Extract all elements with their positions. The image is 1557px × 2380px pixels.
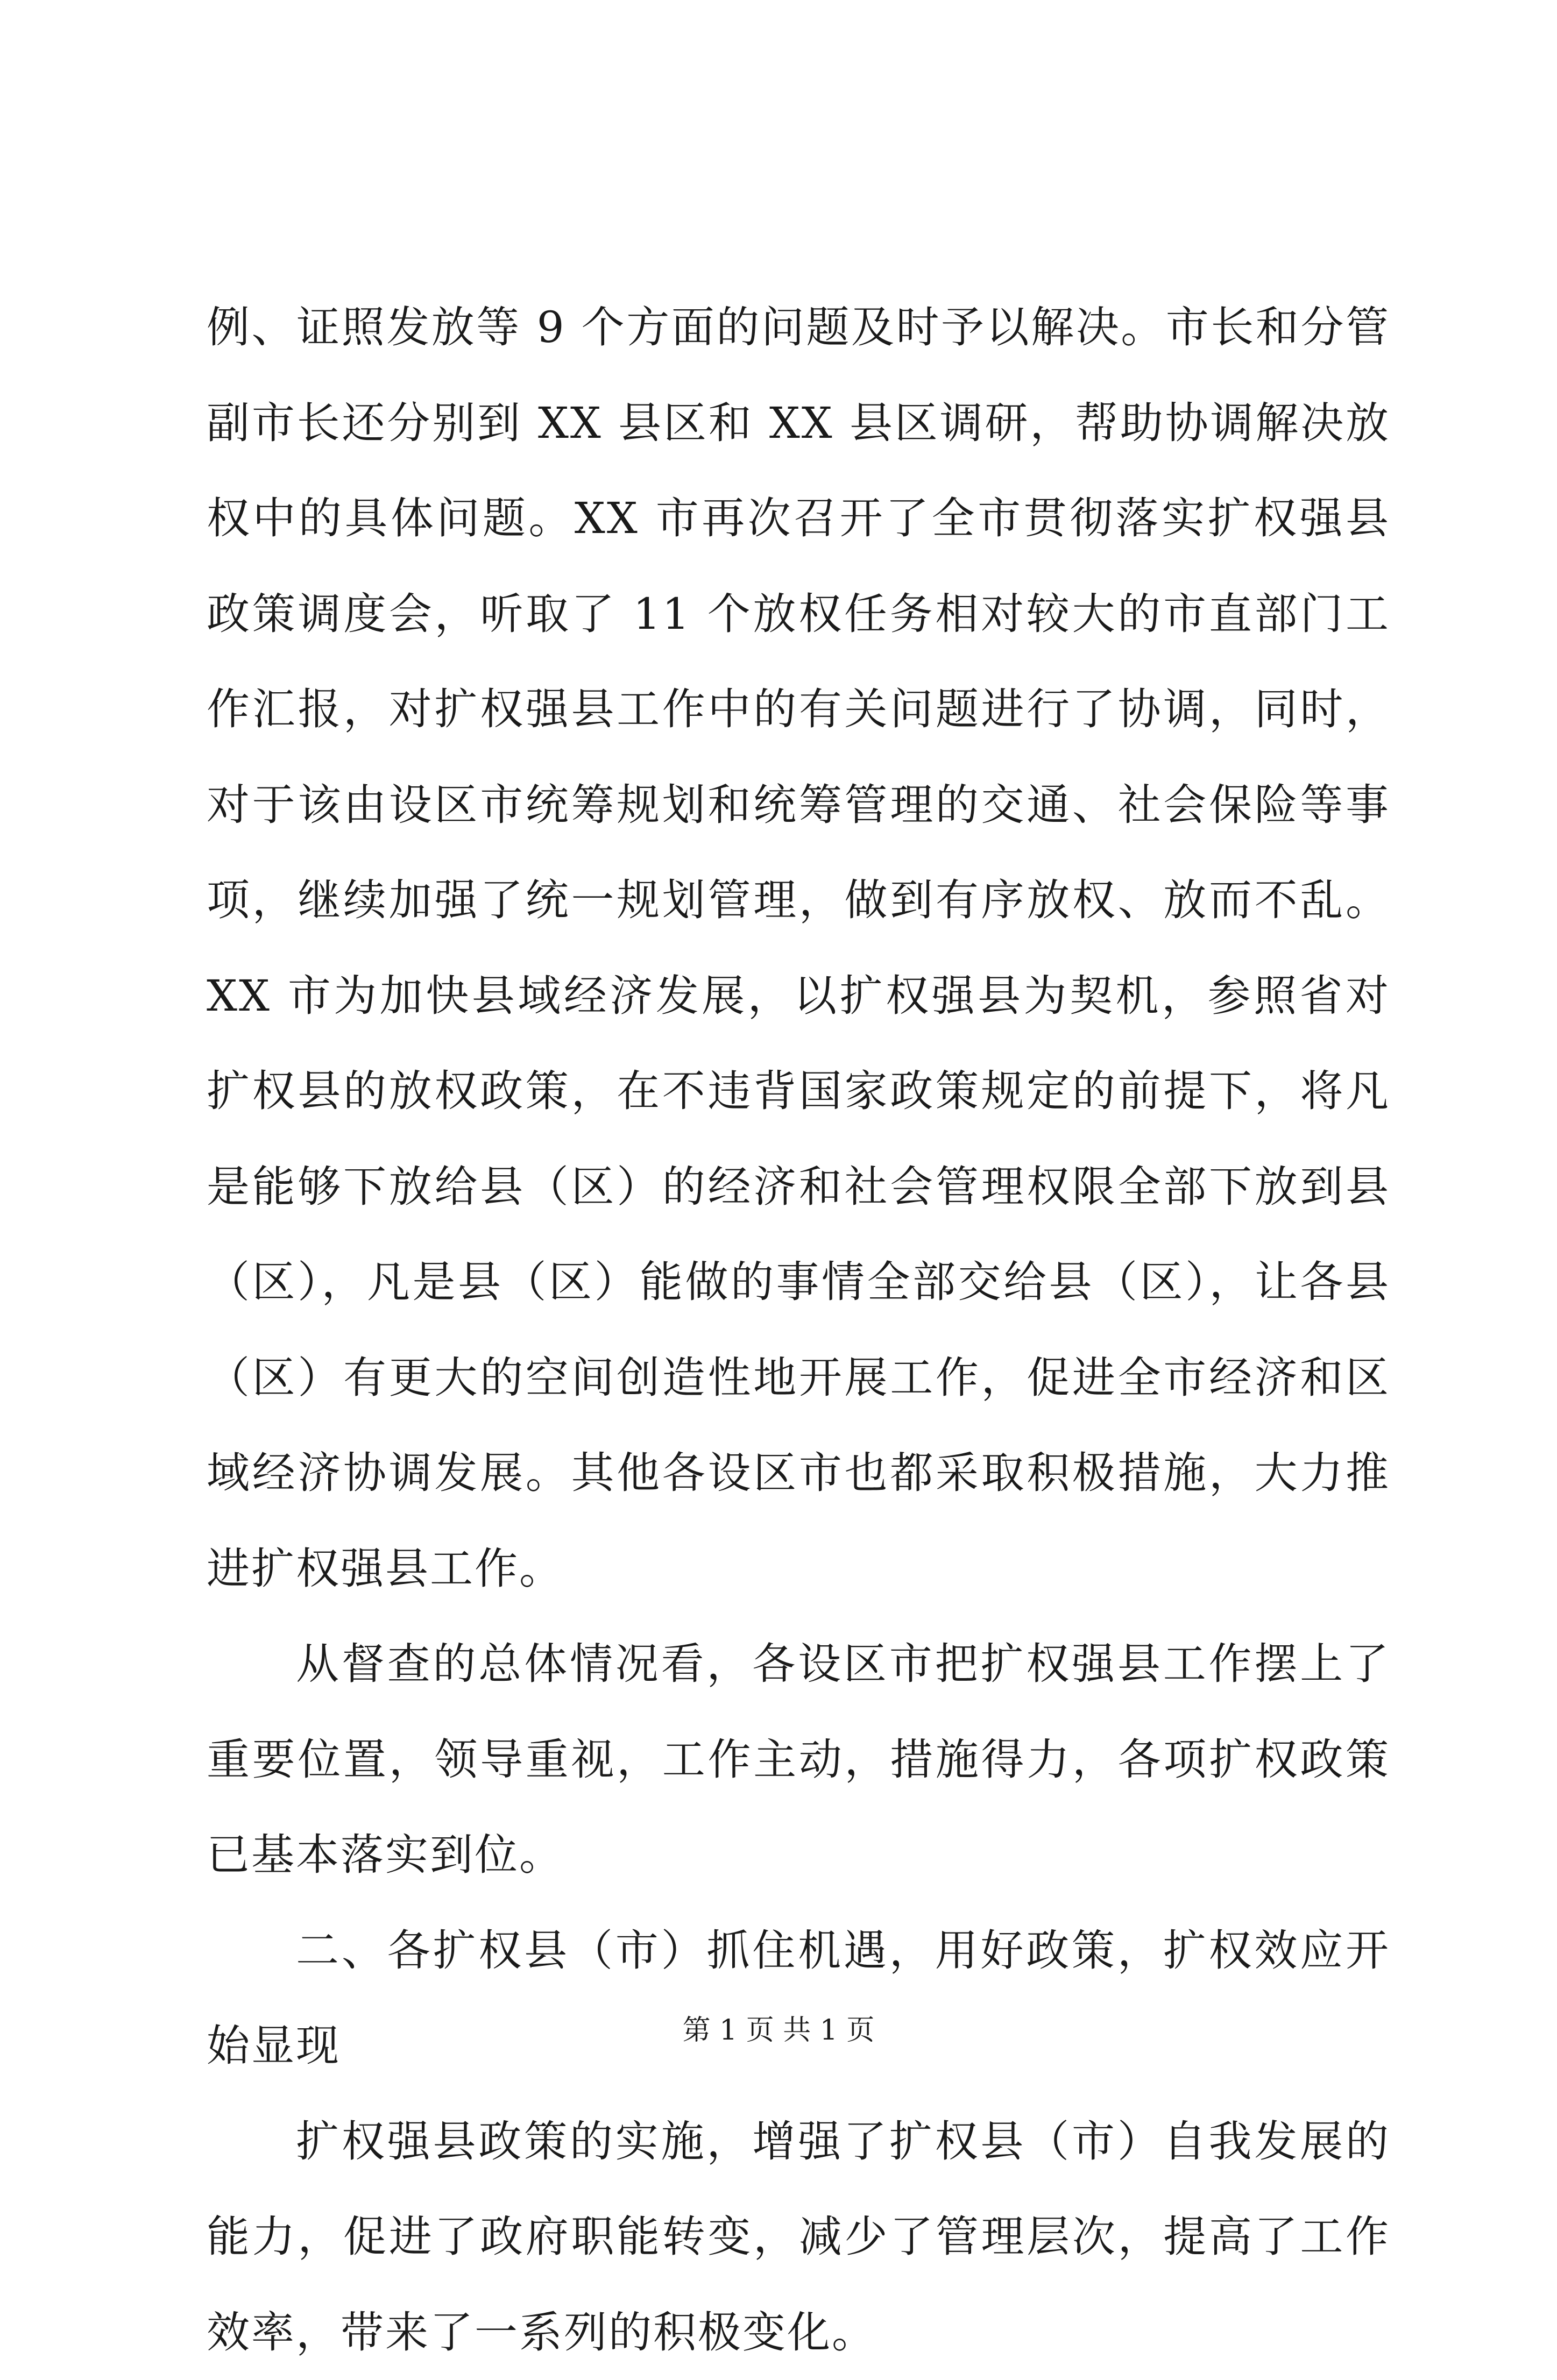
- page-footer: 第 1 页 共 1 页: [0, 2012, 1557, 2049]
- paragraph-policy-effects: 扩权强县政策的实施，增强了扩权县（市）自我发展的能力，促进了政府职能转变，减少了管理层次，提高了工作效率，带来了一系列的积极变化。: [207, 2094, 1390, 2380]
- paragraph-inspection-summary: 从督查的总体情况看，各设区市把扩权强县工作摆上了重要位置，领导重视，工作主动，措施得力，各项扩权政策已基本落实到位。: [207, 1616, 1390, 1903]
- section-heading: 二、各扩权县（市）抓住机遇，用好政策，扩权效应开始显现: [207, 1903, 1390, 2094]
- paragraph-continued: 例、证照发放等 9 个方面的问题及时予以解决。市长和分管副市长还分别到 XX 县区和 XX 县区调研，帮助协调解决放权中的具体问题。XX 市再次召开了全市贯彻落实扩权强县政策调度会，听取了 11 个放权任务相对较大的市直部门工作汇报，对扩权强县工作中的有关问题进行了协调，同时，对于该由设区市统筹规划和统筹管理的交通、社会保险等事项，继续加强了统一规划管理，做到有序放权、放而不乱。XX 市为加快县域经济发展，以扩权强县为契机，参照省对扩权县的放权政策，在不违背国家政策规定的前提下，将凡是能够下放给县（区）的经济和社会管理权限全部下放到县（区），凡是县（区）能做的事情全部交给县（区），让各县（区）有更大的空间创造性地开展工作，促进全市经济和区域经济协调发展。其他各设区市也都采取积极措施，大力推进扩权强县工作。: [207, 280, 1390, 1616]
- document-body: [207, 280, 1390, 2380]
